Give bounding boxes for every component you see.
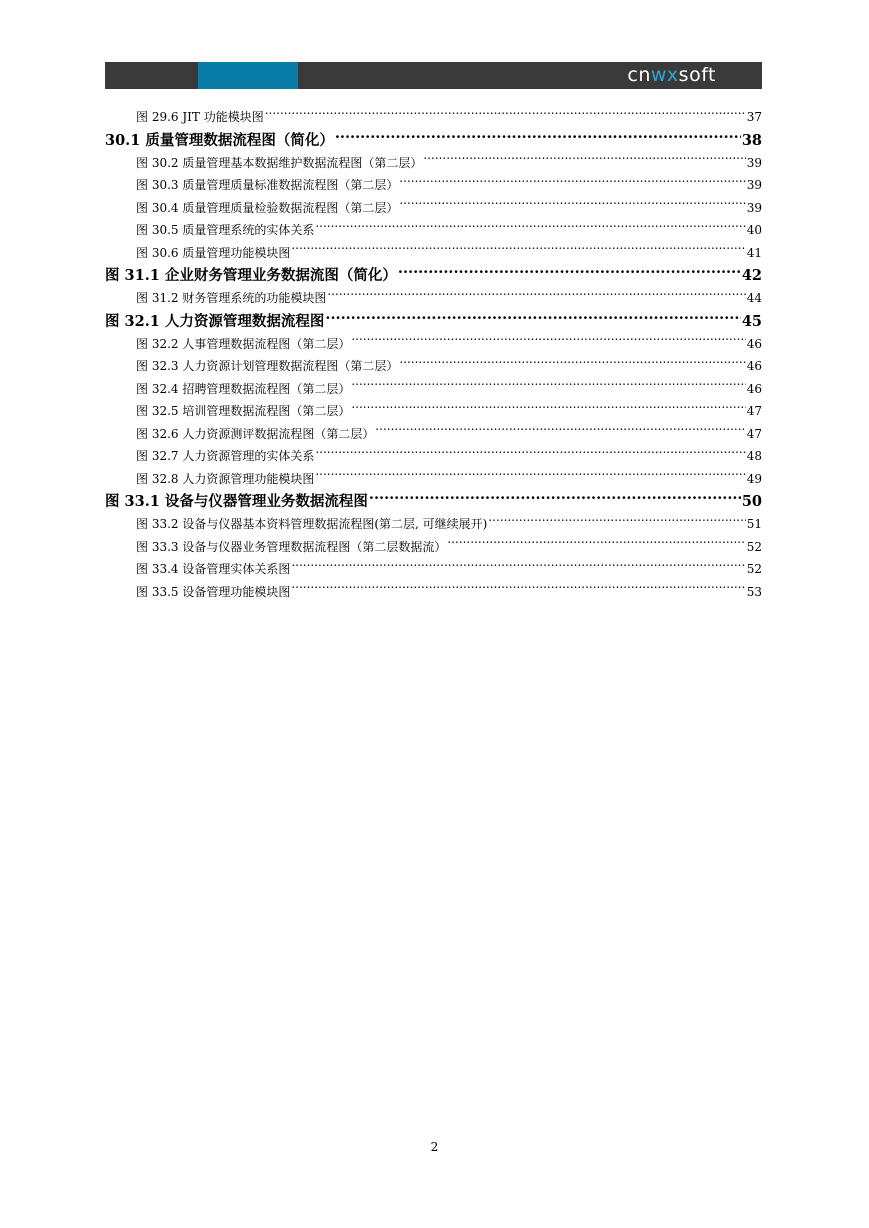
toc-entry-label: 图 30.2 质量管理基本数据维护数据流程图（第二层） [136, 155, 423, 170]
toc-entry-label: 图 30.3 质量管理质量标准数据流程图（第二层） [136, 178, 399, 192]
toc-entry-label: 图 32.1 人力资源管理数据流程图 [105, 312, 325, 330]
toc-entry-page: 46 [746, 381, 762, 396]
logo-part-soft: soft [678, 64, 716, 86]
toc-leader-dots [315, 471, 745, 483]
toc-leader-dots [315, 448, 745, 460]
toc-entry[interactable] [105, 287, 762, 310]
toc-leader-dots [325, 312, 740, 326]
toc-leader-dots [399, 177, 745, 189]
toc-entry-page: 39 [746, 178, 762, 192]
toc-entry-label: 图 32.6 人力资源测评数据流程图（第二层） [136, 426, 375, 441]
toc-leader-dots [291, 561, 745, 573]
toc-leader-dots [315, 222, 745, 234]
toc-entry-label: 图 32.8 人力资源管理功能模块图 [136, 471, 315, 486]
toc-entry-label: 图 30.5 质量管理系统的实体关系 [136, 223, 315, 237]
toc-entry[interactable] [105, 174, 762, 197]
toc-entry[interactable] [105, 536, 762, 559]
toc-entry[interactable] [105, 581, 762, 604]
toc-entry-page: 52 [746, 562, 762, 576]
toc-entry-label: 图 30.4 质量管理质量检验数据流程图（第二层） [136, 200, 399, 215]
toc-entry-page: 39 [746, 200, 762, 215]
toc-entry[interactable] [105, 400, 762, 423]
toc-entry-page: 47 [746, 404, 762, 418]
toc-leader-dots [265, 109, 746, 121]
toc-leader-dots [369, 492, 741, 506]
toc-entry-label: 图 33.3 设备与仪器业务管理数据流程图（第二层数据流） [136, 539, 447, 554]
toc-entry-page: 39 [746, 155, 762, 170]
toc-entry-main[interactable] [105, 490, 762, 513]
toc-entry-page: 44 [746, 291, 762, 305]
toc-entry-page: 41 [746, 245, 762, 260]
toc-entry[interactable] [105, 242, 762, 265]
toc-entry-page: 38 [741, 131, 762, 149]
toc-leader-dots [375, 426, 745, 438]
toc-entry[interactable] [105, 197, 762, 220]
toc-entry-label: 图 33.4 设备管理实体关系图 [136, 562, 291, 576]
toc-entry-label: 图 29.6 JIT 功能模块图 [136, 110, 264, 124]
logo-part-wx: wx [650, 64, 679, 86]
toc-entry[interactable] [105, 219, 762, 242]
toc-entry-page: 52 [746, 539, 762, 554]
toc-entry[interactable] [105, 333, 762, 356]
toc-entry[interactable] [105, 106, 762, 129]
toc-entry-page: 40 [746, 223, 762, 237]
toc-entry-label: 图 32.2 人事管理数据流程图（第二层） [136, 336, 351, 351]
toc-leader-dots [399, 358, 745, 370]
toc-entry-label: 图 32.7 人力资源管理的实体关系 [136, 449, 315, 463]
toc-leader-dots [291, 584, 745, 596]
toc-entry-page: 42 [741, 267, 762, 284]
toc-leader-dots [399, 200, 745, 212]
toc-entry-page: 46 [746, 336, 762, 351]
toc-entry-page: 51 [746, 517, 762, 531]
toc-entry-label: 图 33.1 设备与仪器管理业务数据流程图 [105, 493, 368, 510]
toc-entry[interactable] [105, 513, 762, 536]
toc-leader-dots [327, 290, 745, 302]
table-of-contents [105, 106, 762, 603]
toc-leader-dots [351, 403, 745, 415]
toc-leader-dots [351, 336, 745, 348]
toc-entry[interactable] [105, 445, 762, 468]
toc-entry-page: 46 [746, 359, 762, 373]
toc-entry-label: 图 30.6 质量管理功能模块图 [136, 245, 291, 260]
toc-entry[interactable] [105, 558, 762, 581]
toc-leader-dots [351, 381, 745, 393]
toc-entry-label: 30.1 质量管理数据流程图（简化） [105, 131, 334, 149]
toc-leader-dots [335, 131, 741, 145]
toc-entry-main[interactable] [105, 264, 762, 287]
toc-entry[interactable] [105, 378, 762, 401]
toc-entry-page: 48 [746, 449, 762, 463]
toc-entry-page: 53 [746, 584, 762, 599]
toc-entry-main[interactable] [105, 129, 762, 152]
header-bar [105, 62, 762, 89]
toc-leader-dots [291, 245, 745, 257]
toc-entry-label: 图 33.5 设备管理功能模块图 [136, 584, 291, 599]
toc-entry-label: 图 32.5 培训管理数据流程图（第二层） [136, 404, 351, 418]
page-number: 2 [430, 1140, 439, 1154]
toc-entry-label: 图 31.2 财务管理系统的功能模块图 [136, 291, 327, 305]
toc-entry-page: 37 [746, 110, 762, 124]
toc-leader-dots [423, 155, 745, 167]
toc-leader-dots [488, 516, 745, 528]
toc-leader-dots [447, 539, 745, 551]
toc-entry[interactable] [105, 355, 762, 378]
toc-entry[interactable] [105, 468, 762, 491]
toc-entry-page: 49 [746, 471, 762, 486]
toc-entry-page: 47 [746, 426, 762, 441]
toc-entry-label: 图 32.3 人力资源计划管理数据流程图（第二层） [136, 359, 399, 373]
logo-part-cn: cn [627, 64, 651, 86]
toc-entry-page: 45 [741, 312, 762, 330]
header-accent-block [198, 62, 298, 89]
toc-entry-label: 图 31.1 企业财务管理业务数据流图（简化） [105, 267, 397, 284]
toc-entry-page: 50 [741, 493, 762, 510]
toc-entry-main[interactable] [105, 310, 762, 333]
toc-entry-label: 图 33.2 设备与仪器基本资料管理数据流程图(第二层, 可继续展开) [136, 517, 488, 531]
toc-entry[interactable] [105, 423, 762, 446]
toc-entry-label: 图 32.4 招聘管理数据流程图（第二层） [136, 381, 351, 396]
toc-leader-dots [398, 266, 741, 280]
toc-entry[interactable] [105, 152, 762, 175]
brand-logo [627, 64, 716, 87]
